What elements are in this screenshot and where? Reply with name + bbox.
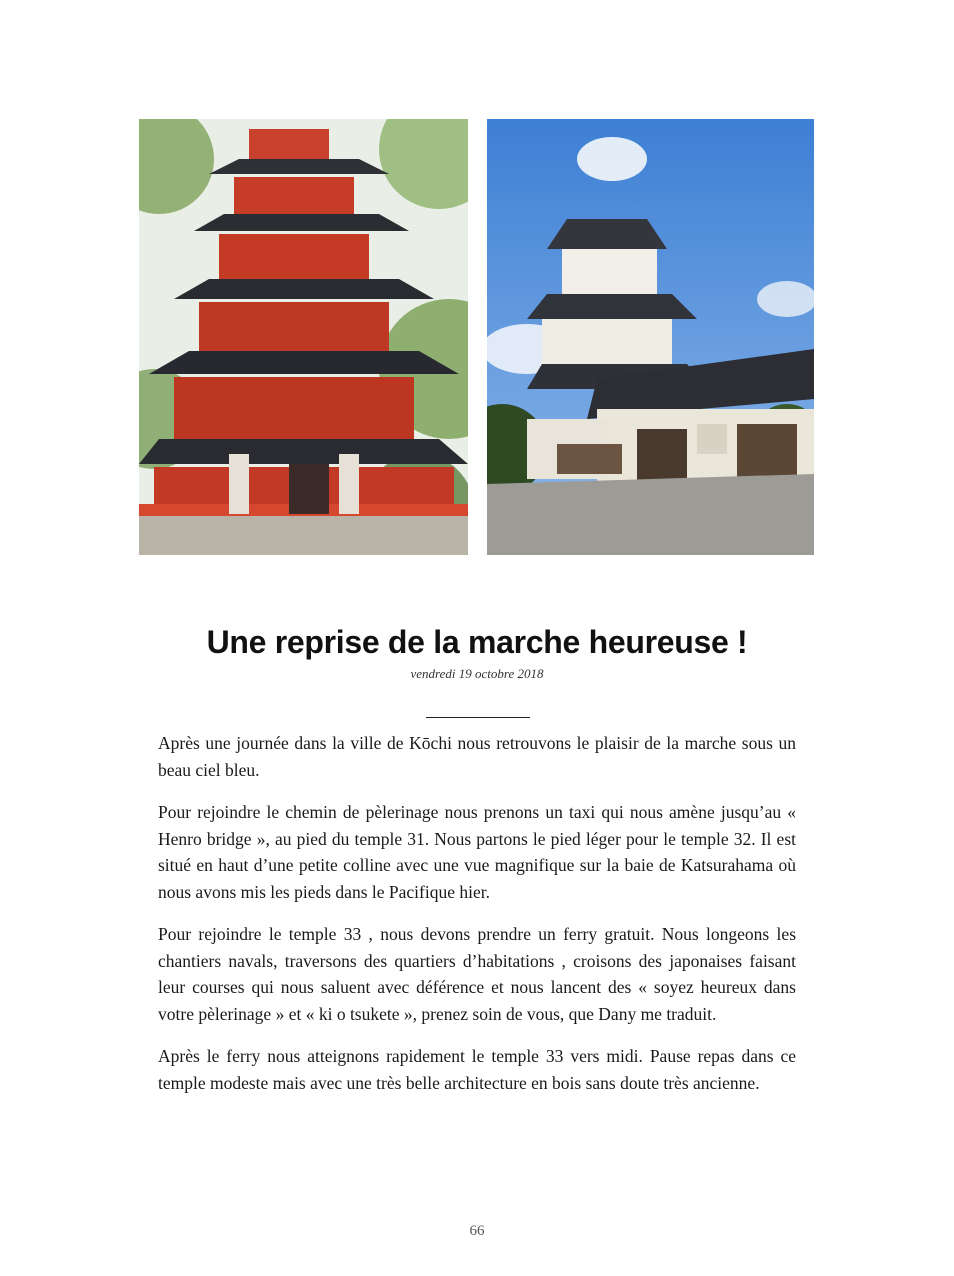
title-divider bbox=[426, 717, 530, 718]
paragraph: Pour rejoindre le chemin de pèlerinage nous prenons un taxi qui nous amène jusqu’au « Henro bridge », au pied du temple 31. Nous partons le pied léger pour le temple 32. Il est situé en haut d’une petite colline avec une vue magnifique sur la baie de Katsurahama où nous avons mis les pieds dans le Pacifique hier. bbox=[158, 802, 796, 902]
pagoda-illustration bbox=[139, 119, 468, 555]
article-body bbox=[158, 730, 796, 1112]
pagoda-photo bbox=[139, 119, 468, 555]
article-date: vendredi 19 octobre 2018 bbox=[410, 666, 544, 681]
paragraph: Après le ferry nous atteignons rapidement le temple 33 vers midi. Pause repas dans ce temple modeste mais avec une très belle architecture en bois sans doute très ancienne. bbox=[158, 1046, 796, 1093]
page-number: 66 bbox=[469, 1223, 485, 1239]
page-title: Une reprise de la marche heureuse ! bbox=[206, 624, 748, 660]
castle-illustration bbox=[487, 119, 814, 555]
paragraph: Pour rejoindre le temple 33 , nous devons prendre un ferry gratuit. Nous longeons les chantiers navals, traversons des quartiers d’habitations , croisons des japonaises faisant leur courses qui nous saluent avec déférence et nous lancent des « soyez heureux dans votre pèlerinage » et « ki o tsukete », prenez soin de vous, que Dany me traduit. bbox=[158, 924, 796, 1024]
paragraph: Après une journée dans la ville de Kōchi nous retrouvons le plaisir de la marche sous un beau ciel bleu. bbox=[158, 733, 796, 780]
castle-photo bbox=[487, 119, 814, 555]
